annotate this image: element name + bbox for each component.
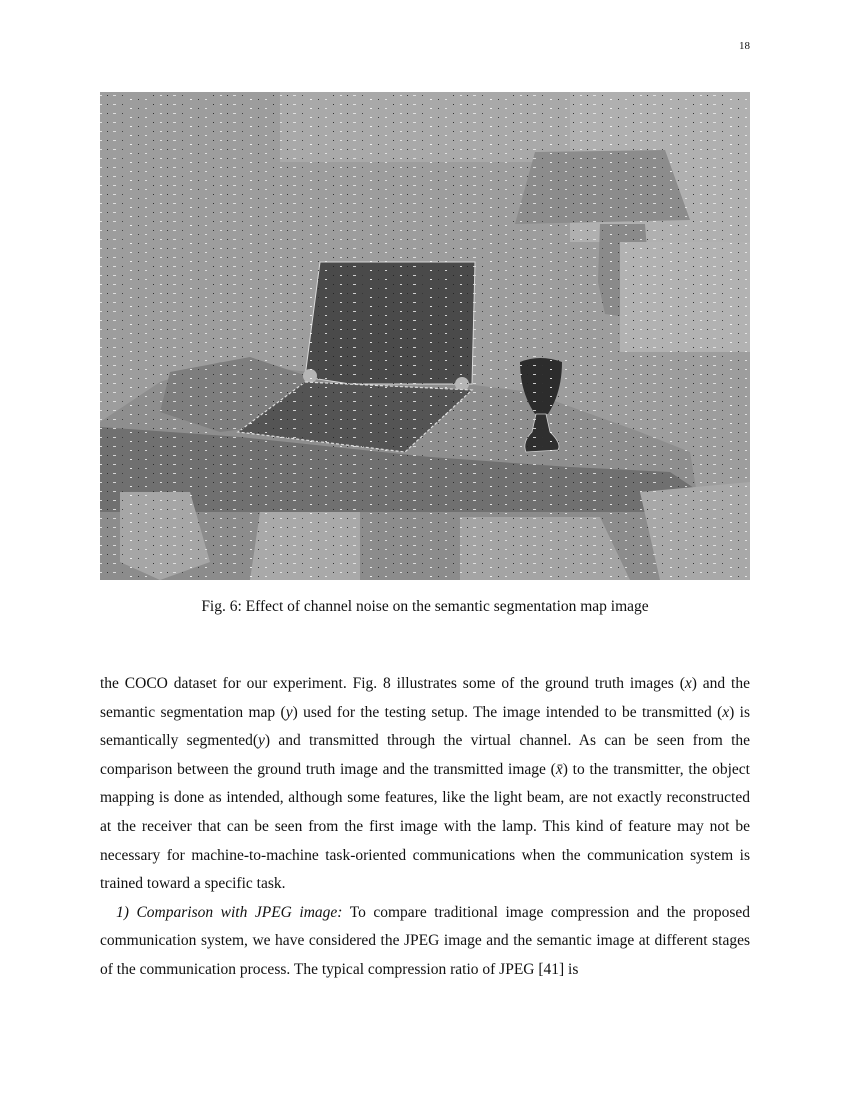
page-number: 18 — [739, 40, 750, 52]
subsection-heading: 1) Comparison with JPEG image: — [116, 903, 343, 921]
paragraph-2 — [100, 899, 750, 985]
text-run: ) and the semantic segmentation map ( — [100, 675, 750, 721]
segmentation-figure — [100, 92, 750, 580]
segmentation-map-image — [100, 92, 750, 580]
body-text — [100, 670, 750, 985]
text-run: ) and transmitted through the virtual channel. As can be seen from the comparison between the ground truth image and the transmitted image ( — [100, 732, 750, 778]
figure-caption: Fig. 6: Effect of channel noise on the semantic segmentation map image — [201, 598, 649, 615]
text-run: ) is semantically segmented( — [100, 703, 751, 750]
math-y: y — [258, 732, 265, 750]
text-run: To compare traditional image compression and the proposed communication system, we have considered the JPEG image and the semantic image at different stages of the communication process. The typical compression ratio of JPEG [41] is — [100, 903, 750, 978]
text-run: ) used for the testing setup. The image intended to be transmitted ( — [292, 703, 723, 721]
math-x: x — [684, 675, 692, 692]
paragraph-1 — [100, 670, 750, 899]
text-run: the COCO dataset for our experiment. Fig. 8 illustrates some of the ground truth images ( — [100, 675, 685, 692]
math-y: y — [285, 703, 293, 721]
math-x-bar: x̄ — [555, 760, 563, 778]
math-x: x — [722, 703, 730, 721]
text-run: ) to the transmitter, the object mapping is done as intended, although some features, like the light beam, are not exactly reconstructed at the receiver that can be seen from the first image with the lamp. This kind of feature may not be necessary for machine-to-machine task-oriented communications when the communication system is trained toward a specific task. — [100, 760, 750, 893]
